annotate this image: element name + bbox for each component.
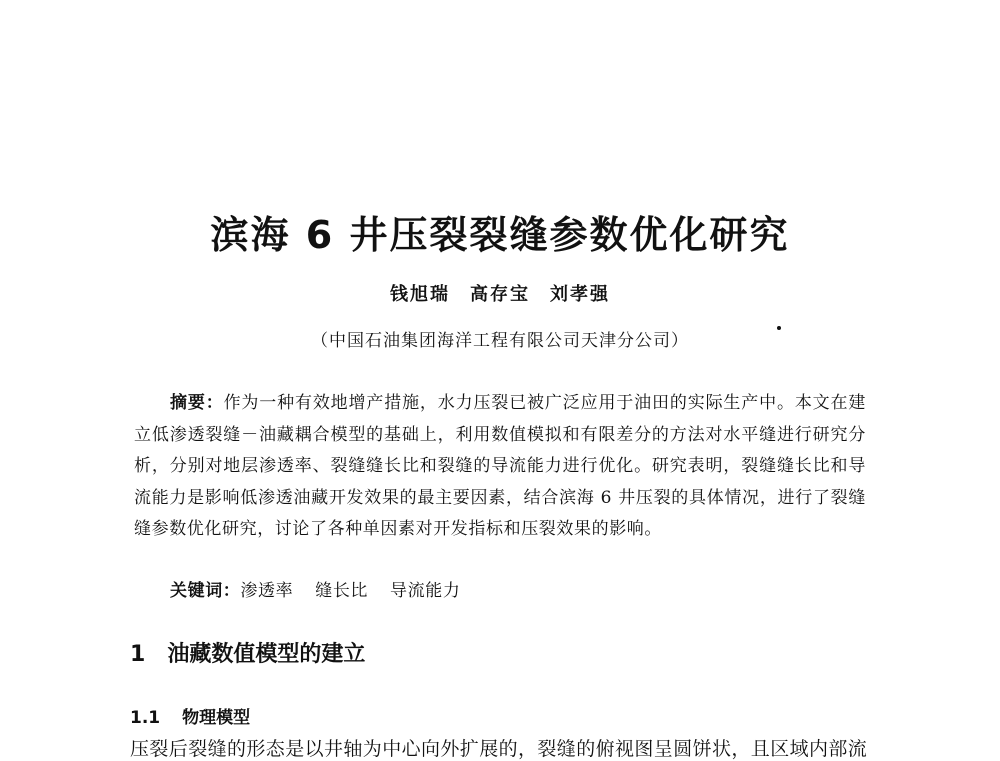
author-list: 钱旭瑞 高存宝 刘孝强: [390, 284, 610, 305]
section-heading: [130, 637, 365, 668]
keyword-item: 导流能力: [390, 581, 461, 601]
abstract-paragraph: [134, 388, 866, 546]
keyword-item: 渗透率: [240, 581, 294, 601]
keyword-item: 缝长比: [315, 581, 369, 601]
subsection-heading: [130, 703, 250, 728]
section-number: 1: [130, 642, 146, 667]
paper-title: 滨海 6 井压裂裂缝参数优化研究: [210, 213, 790, 257]
subsection-title: 物理模型: [182, 708, 251, 728]
section-title: 油藏数值模型的建立: [167, 642, 366, 667]
keywords-line: [170, 576, 482, 601]
keywords-label: 关键词：: [170, 581, 241, 601]
subsection-number: 1.1: [130, 708, 161, 728]
body-text-line: 压裂后裂缝的形态是以井轴为中心向外扩展的，裂缝的俯视图呈圆饼状，且区域内部流: [130, 738, 868, 760]
scan-speck: [777, 326, 781, 330]
affiliation: （中国石油集团海洋工程有限公司天津分公司）: [311, 331, 689, 351]
abstract-text: 作为一种有效地增产措施，水力压裂已被广泛应用于油田的实际生产中。本文在建立低渗透裂缝－油藏耦合模型的基础上，利用数值模拟和有限差分的方法对水平缝进行研究分析，分别对地层渗透率、裂缝缝长比和裂缝的导流能力进行优化。研究表明，裂缝缝长比和导流能力是影响低渗透油藏开发效果的最主要因素，结合滨海 6 井压裂的具体情况，进行了裂缝缝参数优化研究，讨论了各种单因素对开发指标和压裂效果的影响。: [134, 393, 866, 539]
abstract-label: 摘要：: [170, 393, 224, 413]
